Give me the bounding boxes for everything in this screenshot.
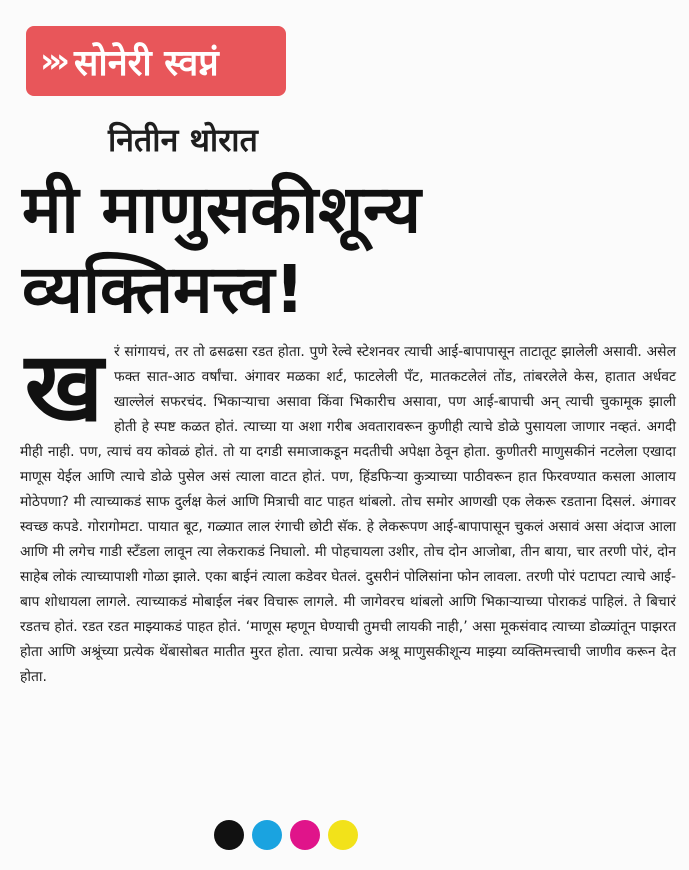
column-label: सोनेरी स्वप्नं [74, 42, 219, 84]
headline [22, 170, 672, 330]
column-badge [26, 26, 286, 96]
registration-marks [214, 820, 358, 850]
registration-dot-black [214, 820, 244, 850]
registration-dot-magenta [290, 820, 320, 850]
headline-line-2: व्यक्तिमत्त्व! [22, 251, 305, 328]
headline-line-1: मी माणुसकीशून्य [22, 171, 421, 248]
drop-cap: ख [24, 331, 104, 443]
article-body [20, 331, 676, 690]
author-byline: नितीन थोरात [108, 121, 258, 159]
article-text: रं सांगायचं, तर तो ढसढसा रडत होता. पुणे रेल्वे स्टेशनवर त्याची आई-बापापासून ताटातूट झालेली असावी. असेल फक्त सात-आठ वर्षांचा. अंगावर मळका शर्ट, फाटलेली पँट, मातकटलेलं तोंड, तांबरलेले केस, हातात अर्धवट खाल्लेलं सफरचंद. भिकाऱ्याचा असावा किंवा भिकारीच असावा, पण आई-बापाची अन् त्याची चुकामूक झाली होती हे स्पष्ट कळत होतं. त्याच्या या अशा गरीब अवतारावरून कुणीही त्याचे डोळे पुसायला जाणार नव्हतं. अगदी मीही नाही. पण, त्याचं वय कोवळं होतं. तो या दगडी समाजाकडून मदतीची अपेक्षा ठेवून होता. कुणीतरी माणुसकीनं नटलेला एखादा माणूस येईल आणि त्याचे डोळे पुसेल असं त्याला वाटत होतं. पण, हिंडफिऱ्या कुत्र्याच्या पाठीवरून हात फिरवण्यात कसला आलाय मोठेपणा? मी त्याच्याकडं साफ दुर्लक्ष केलं आणि मित्राची वाट पाहत थांबलो. तोच समोर आणखी एक लेकरू रडताना दिसलं. अंगावर स्वच्छ कपडे. गोरागोमटा. पायात बूट, गळ्यात लाल रंगाची छोटी सॅक. हे लेकरूपण आई-बापापासून चुकलं असावं असा अंदाज आला आणि मी लगेच गाडी स्टँडला लावून त्या लेकराकडं निघालो. मी पोहचायला उशीर, तोच दोन आजोबा, तीन बाया, चार तरणी पोरं, दोन साहेब लोकं त्याच्यापाशी गोळा झाले. एका बाईनं त्याला कडेवर घेतलं. दुसरीनं पोलिसांना फोन लावला. तरणी पोरं पटापटा त्याचे आई-बाप शोधायला लागले. त्याच्याकडं मोबाईल नंबर विचारू लागले. मी जागेवरच थांबलो आणि भिकाऱ्याच्या पोराकडं पाहिलं. ते बिचारं रडतच होतं. रडत रडत माझ्याकडं पाहत होतं. ‘माणूस म्हणून घेण्याची तुमची लायकी नाही,’ असा मूकसंवाद त्याच्या डोळ्यांतून पाझरत होता आणि अश्रूंच्या प्रत्येक थेंबासोबत मातीत मुरत होता. त्याचा प्रत्येक अश्रू माणुसकीशून्य माझ्या व्यक्तिमत्त्वाची जाणीव करून देत होता. [20, 344, 676, 685]
registration-dot-cyan [252, 820, 282, 850]
double-chevron-right-icon: ››› [40, 41, 65, 81]
registration-dot-yellow [328, 820, 358, 850]
